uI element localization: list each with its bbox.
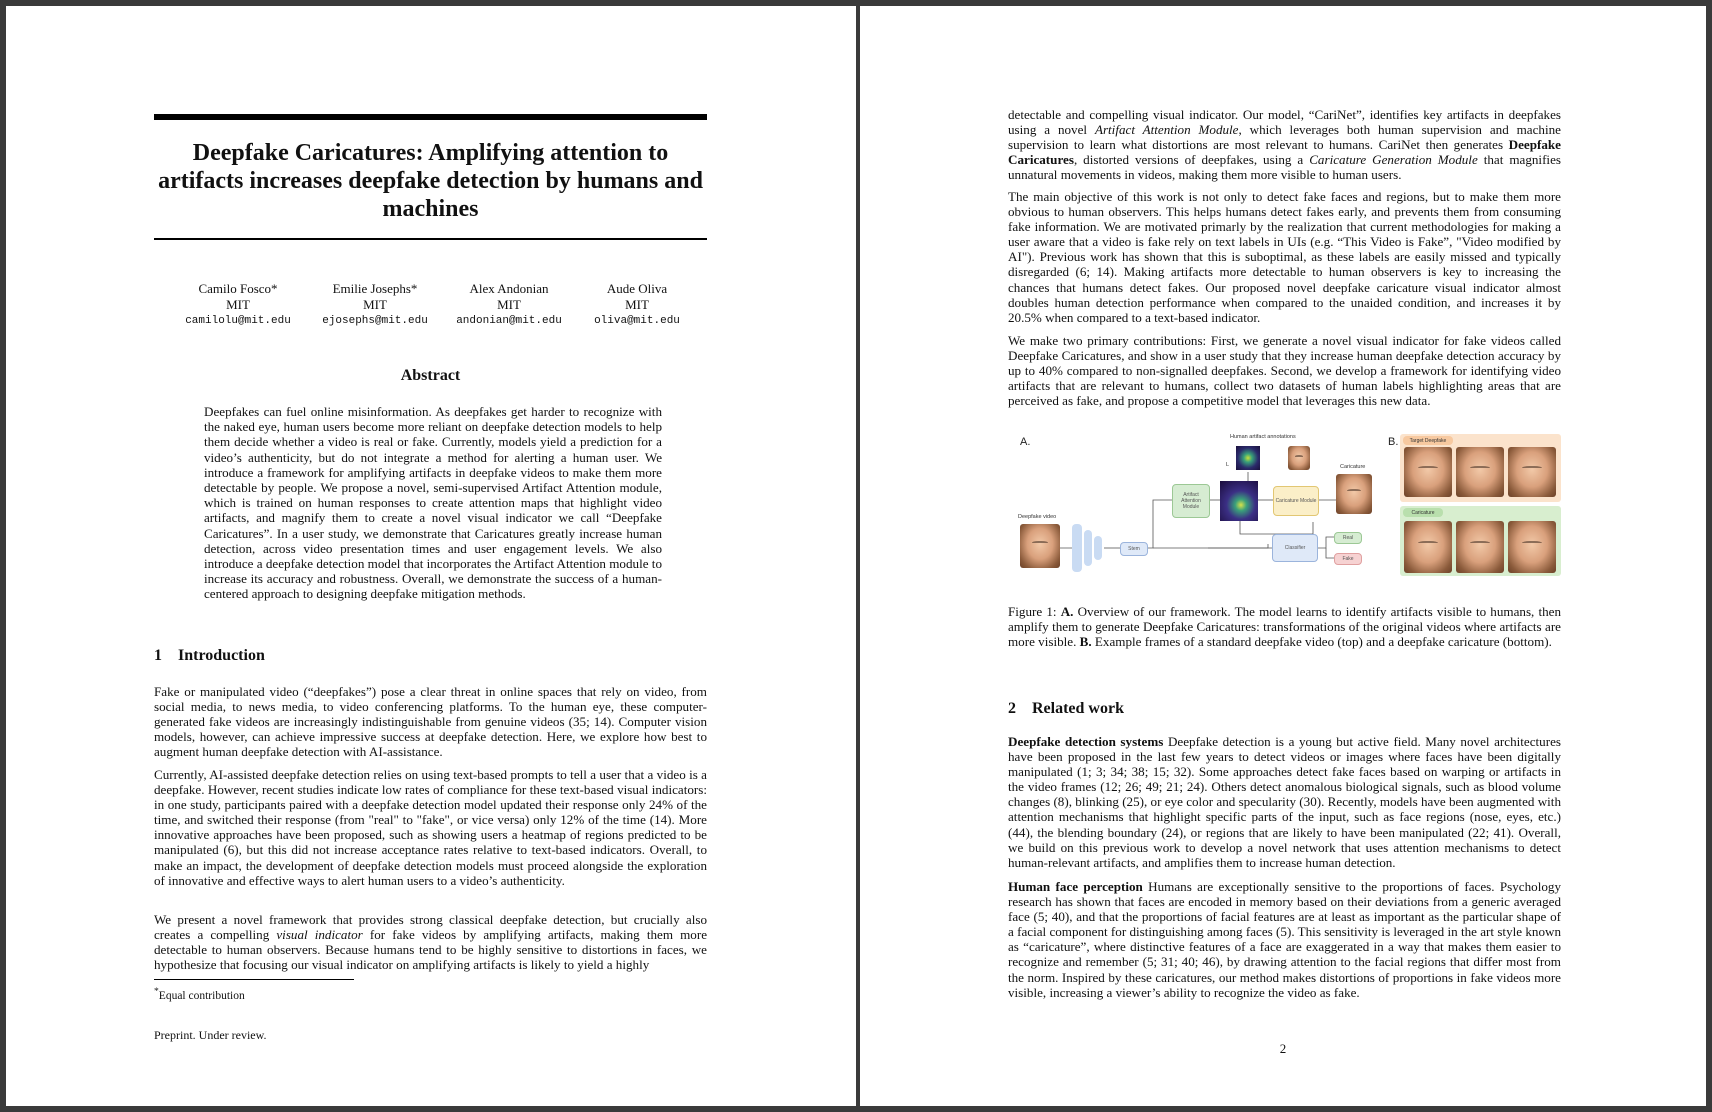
caricature-output-frame (1336, 474, 1372, 514)
caricature-frame (1456, 521, 1504, 573)
title-bottom-rule (154, 238, 707, 240)
author-email: camilolu@mit.edu (185, 315, 291, 327)
deepfake-video-label: Deepfake video (1018, 514, 1057, 520)
stem-module: Stem (1120, 542, 1148, 556)
target-frame (1508, 447, 1556, 497)
fake-output: Fake (1334, 553, 1362, 565)
bold-run: B. (1079, 634, 1092, 650)
intro-continuation-paragraph (1008, 107, 1561, 182)
objective-paragraph: The main objective of this work is not only to detect fake faces and regions, but to make them more obvious to human observers. This helps humans detect fakes early, and prevents them from consuming fake information. We are motivated primarly by the realization that current methodologies for making a user aware that a video is fake rely on text labels in UIs (e.g. “This Video is Fake”, "Video modified by AI"). Previous work has shown that this is suboptimal, as these labels are easily missed and typically disregarded (6; 14). Making artifacts more detectable to human observers is key to increasing the chances that humans detect fakes. Our proposed novel deepfake caricature visual indicator almost doubles human detection performance when compared to the unaided condition, and increases it by 20.5% when compared to a text-based indicator. (1008, 189, 1561, 325)
deepfake-video-frame (1020, 524, 1060, 568)
caricature-frame (1404, 521, 1452, 573)
emphasis-run: visual indicator (276, 927, 363, 943)
title-top-rule (154, 114, 707, 120)
caption-label: Figure 1: (1008, 604, 1057, 619)
attention-map (1220, 481, 1258, 521)
text-run: that magnifies unnatural movements in videos, making them more visible to human users. (1008, 152, 1561, 183)
section-number: 1 (154, 647, 162, 664)
emphasis-run: Caricature Generation Module (1309, 152, 1478, 168)
annotation-face-thumbnail (1288, 446, 1310, 470)
text-run: , which leverages both human supervision and machine supervision to learn what distortions are most relevant to humans. CariNet then generates (1008, 122, 1561, 153)
text-run: , distorted versions of deepfakes, using a (1073, 152, 1310, 168)
author-name: Aude Oliva (606, 281, 668, 296)
caricature-row-label: Caricature (1403, 508, 1443, 517)
emphasis-run: Artifact Attention Module (1094, 122, 1239, 138)
target-deepfake-row (1400, 434, 1561, 502)
text-run: We present a novel framework that provides strong classical deepfake detection, but crucially also creates a compelling (154, 912, 707, 943)
section-heading-related-work (1008, 700, 1124, 718)
section-number: 2 (1008, 700, 1016, 717)
section-heading-introduction (154, 647, 265, 665)
bold-run: A. (1060, 604, 1074, 619)
contributions-paragraph: We make two primary contributions: First, we generate a novel visual indicator for fake videos called Deepfake Caricatures, and show in a user study that they increase human deepfake detection accuracy by up to 40% compared to non-signalled deepfakes. Second, we develop a framework for identifying video artifacts that are relevant to humans, collect two datasets of human labels highlighting areas that are perceived as fake, and propose a competitive model that leverages this new data. (1008, 333, 1561, 409)
author-email: andonian@mit.edu (456, 315, 562, 327)
section-title: Related work (1032, 700, 1124, 717)
target-frame (1404, 447, 1452, 497)
text-run: Deepfake detection is a young but active field. Many novel architectures have been proposed in the last few years to detect videos or images where faces have been digitally manipulated (1; 3; 34; 38; 15; 32). Some approaches detect fake faces based on warping or artifacts in the video frames (12; 26; 49; 21; 24). Others detect anomalous biological signals, such as blood volume changes (8), blinking (25), or eye color and specularity (30). Recently, models have been augmented with attention mechanisms that highlight specific parts of the input, such as face regions (nose, eyes, etc.) (44), the blending boundary (24), or regions that are likely to have been manipulated (22; 41). Overall, we build on this previous work to develop a novel network that uses attention mechanisms to detect human-relevant artifacts, and amplifies them to increase human detection. (1008, 734, 1561, 870)
loss-label: L (1226, 462, 1230, 468)
text-run: Example frames of a standard deepfake video (top) and a deepfake caricature (bottom). (1091, 634, 1552, 650)
caricature-frame (1508, 521, 1556, 573)
text-run: Humans are exceptionally sensitive to the proportions of faces. Psychology research has shown that faces are encoded in memory based on their deviations from a generic averaged face (5; 40), and that the proportions of facial features are at least as important as the particular shape of a facial component for distinguishing among faces (5). This sensitivity is leveraged in the art style known as “caricature”, where distinctive features of a face are exaggerated in a way that makes them easier to recognize and remember (5; 31; 40; 46), by drawing attention to the facial regions that differ most from the norm. Inspired by these caricatures, our method makes distortions of proportions in fake videos more visible, increasing a viewer’s ability to recognize the video as fake. (1008, 879, 1561, 1000)
figure-1 (1008, 434, 1561, 588)
real-output: Real (1334, 532, 1362, 544)
related-work-paragraph (1008, 734, 1561, 870)
page-number: 2 (1279, 1041, 1287, 1056)
author-block (572, 281, 702, 329)
paragraph-heading: Human face perception (1008, 879, 1143, 894)
paper-page-2 (860, 6, 1706, 1106)
text-run: for fake videos by amplifying artifacts, making them more detectable to human observers. Because humans tend to be highly sensitive to distortions in faces, we hypothesize that focusing our visual indicator on amplifying artifacts is likely to yield a highly (154, 927, 708, 973)
author-name: Alex Andonian (469, 281, 549, 296)
abstract-text: Deepfakes can fuel online misinformation. As deepfakes get harder to recognize with the naked eye, human users become more reliant on deepfake detection models to help them decide whether a video is real or fake. Currently, models yield a prediction for a video’s authenticity, but do not integrate a method for alerting a human user. We introduce a framework for amplifying artifacts in deepfake videos to make them more detectable by people. We propose a novel, semi-supervised Artifact Attention module, which is trained on human responses to create attention maps that highlight video artifacts, and magnify them to create a novel visual indicator we call “Deepfake Caricatures”. In a user study, we demonstrate that Caricatures greatly increase human detection, across video presentation times and user engagement levels. We also introduce a deepfake detection model that incorporates the Artifact Attention module to increase its accuracy and robustness. Overall, we demonstrate the success of a human-centered approach to designing deepfake mitigation methods. (204, 404, 662, 602)
human-annotation-heatmap (1236, 446, 1260, 470)
bold-run: Deepfake Caricatures (1008, 137, 1561, 168)
intro-paragraph: Currently, AI-assisted deepfake detection relies on using text-based prompts to tell a user that a video is a deepfake. However, recent studies indicate low rates of compliance for these text-based visual indicators: in one study, participants paired with a deepfake detection model updated their response only 24% of the time, and switched their response (from "real" to "fake", or vice versa) only 12% of the time (14). More innovative approaches have been proposed, such as showing users a heatmap of regions predicted to be manipulated (6), but this did not increase acceptance rates relative to text-based indicators. Overall, to make an impact, the development of deepfake detection models must proceed alongside the exploration of innovative and effective ways to alert human users to a video’s authenticity. (154, 767, 707, 888)
target-frame (1456, 447, 1504, 497)
framework-diagram (1008, 434, 1561, 588)
author-affiliation: MIT (497, 297, 521, 312)
stem-block (1084, 530, 1092, 566)
preprint-notice: Preprint. Under review. (154, 1028, 267, 1042)
author-affiliation: MIT (625, 297, 649, 312)
panel-b-label: B. (1388, 436, 1399, 448)
author-name: Emilie Josephs* (332, 281, 418, 296)
caricature-output-label: Caricature (1340, 464, 1366, 470)
author-block (310, 281, 440, 329)
paragraph-heading: Deepfake detection systems (1008, 734, 1164, 749)
human-annotations-label: Human artifact annotations (1230, 434, 1296, 440)
author-affiliation: MIT (226, 297, 250, 312)
footnote-mark: * (154, 986, 159, 997)
text-run: Overview of our framework. The model learns to identify artifacts visible to humans, then amplify them to generate Deepfake Caricatures: transformations of the original videos where artifacts are more visible. (1008, 604, 1561, 650)
artifact-attention-module: Artifact Attention Module (1172, 484, 1210, 518)
author-block (444, 281, 574, 329)
author-email: oliva@mit.edu (594, 315, 680, 327)
stem-block (1094, 536, 1102, 560)
author-email: ejosephs@mit.edu (322, 315, 428, 327)
footnote (154, 986, 245, 1002)
caricature-module: Caricature Module (1273, 486, 1319, 516)
abstract-heading: Abstract (400, 367, 461, 384)
author-affiliation: MIT (363, 297, 387, 312)
related-work-paragraph (1008, 879, 1561, 1000)
footnote-rule (154, 979, 354, 980)
figure-1-caption (1008, 604, 1561, 650)
classifier-module: Classifier (1272, 534, 1318, 562)
paper-title: Deepfake Caricatures: Amplifying attention to artifacts increases deepfake detection by humans and machines (158, 140, 703, 222)
text-run: detectable and compelling visual indicator. Our model, “CariNet”, identifies key artifacts in deepfakes using a novel (1008, 107, 1561, 138)
intro-paragraph (154, 912, 707, 972)
intro-paragraph: Fake or manipulated video (“deepfakes”) pose a clear threat in online spaces that rely on video, from social media, to news media, to video conferencing platforms. To the human eye, these computer-generated fake videos are increasingly indistinguishable from genuine videos (35; 14). Computer vision models, however, can achieve impressive success at deepfake detection. Here, we explore how best to augment human deepfake detection with AI-assistance. (154, 684, 707, 760)
panel-a-label: A. (1020, 436, 1031, 448)
author-block (173, 281, 303, 329)
author-name: Camilo Fosco* (198, 281, 278, 296)
paper-page-1 (6, 6, 856, 1106)
caricature-row (1400, 506, 1561, 576)
footnote-text: Equal contribution (158, 989, 245, 1002)
section-title: Introduction (178, 647, 265, 664)
stem-block (1072, 524, 1082, 572)
target-deepfake-label: Target Deepfake (1403, 436, 1453, 445)
